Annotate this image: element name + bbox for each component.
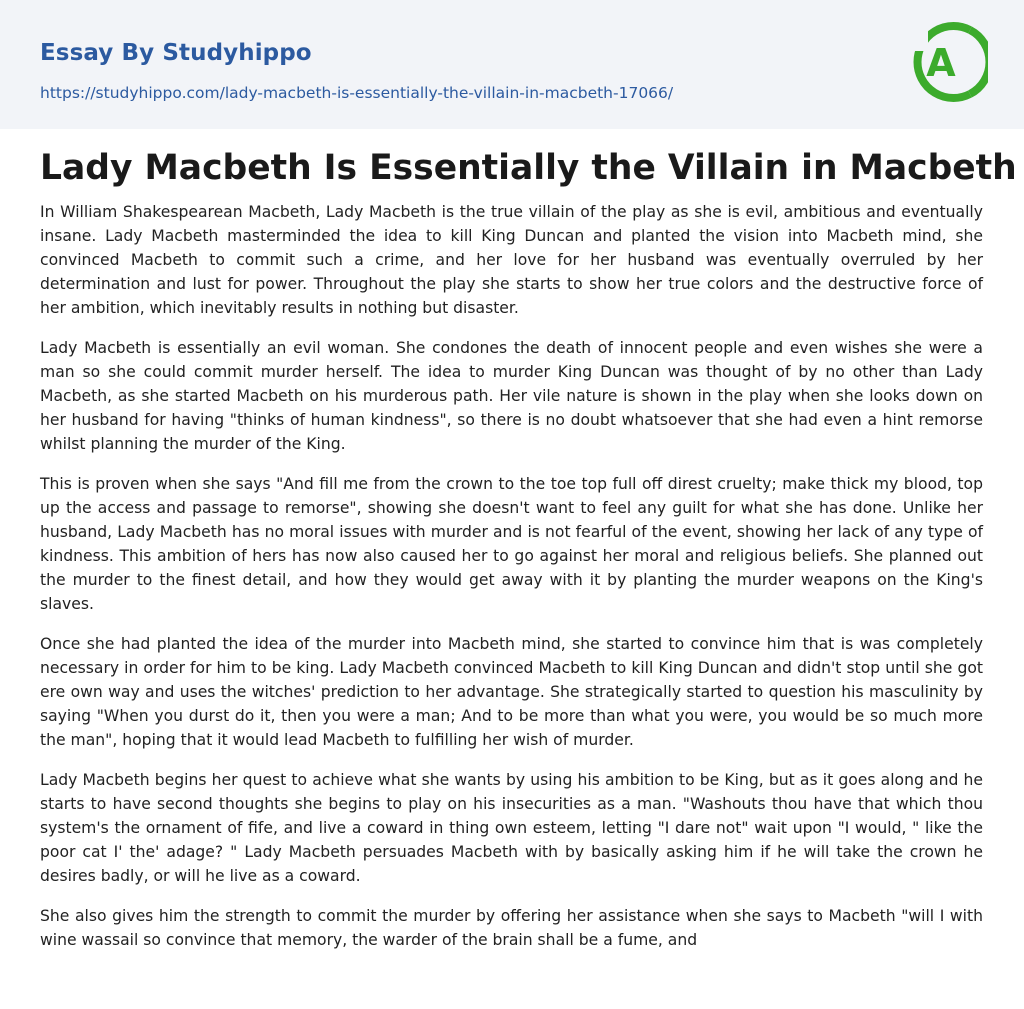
essay-paragraph-4: Once she had planted the idea of the murder into Macbeth mind, she started to convince him that is was completely necessary in order for him to be king. Lady Macbeth convinced Macbeth to kill King Duncan and didn't stop until she got ere own way and uses the witches' prediction to her advantage. She strategically started to question his masculinity by saying "When you durst do it, then you were a man; And to be more than what you were, you would be so much more the man", hoping that it would lead Macbeth to fulfilling her wish of murder. (40, 635, 983, 749)
essay-paragraph-2: Lady Macbeth is essentially an evil woman. She condones the death of innocent people and even wishes she were a man so she could commit murder herself. The idea to murder King Duncan was thought of by no other than Lady Macbeth, as she started Macbeth on his murderous path. Her vile nature is shown in the play when she looks down on her husband for having "thinks of human kindness", so there is no doubt whatsoever that she had even a hint remorse whilst planning the murder of the King. (40, 339, 983, 453)
essay-url-link[interactable]: https://studyhippo.com/lady-macbeth-is-essentially-the-villain-in-macbeth-17066/ (40, 84, 674, 102)
essay-paragraph-1: In William Shakespearean Macbeth, Lady Macbeth is the true villain of the play as she is evil, ambitious and eventually insane. Lady Macbeth masterminded the idea to kill King Duncan and planted the vision into Macbeth mind, she convinced Macbeth to commit such a crime, and her love for her husband was eventually overruled by her determination and lust for power. Throughout the play she starts to show her true colors and the destructive force of her ambition, which inevitably results in nothing but disaster. (40, 203, 983, 317)
essay-paragraph-3: This is proven when she says "And fill me from the crown to the toe top full off direst cruelty; make thick my blood, top up the access and passage to remorse", showing she doesn't want to feel any guilt for what she has done. Unlike her husband, Lady Macbeth has no moral issues with murder and is not fearful of the event, showing her lack of any type of kindness. This ambition of hers has now also caused her to go against her moral and religious beliefs. She planned out the murder to the finest detail, and how they would get away with it by planting the murder weapons on the King's slaves. (40, 475, 983, 613)
essay-paragraph-6: She also gives him the strength to commit the murder by offering her assistance when she says to Macbeth "will I with wine wassail so convince that memory, the warder of the brain shall be a fume, and (40, 907, 983, 949)
brand-title[interactable]: Essay By Studyhippo (40, 40, 312, 66)
logo-letter: A (926, 41, 956, 85)
essay-paragraph-5: Lady Macbeth begins her quest to achieve what she wants by using his ambition to be King, but as it goes along and he starts to have second thoughts she begins to play on his insecurities as a man. "Washouts thou have that which thou system's the ornament of fife, and live a coward in thing own esteem, letting "I dare not" wait upon "I would, " like the poor cat I' the' adage? " Lady Macbeth persuades Macbeth with by basically asking him if he will take the crown he desires badly, or will he live as a coward. (40, 771, 983, 885)
essay-body (40, 200, 983, 968)
essay-title: Lady Macbeth Is Essentially the Villain in Macbeth (40, 148, 1017, 188)
